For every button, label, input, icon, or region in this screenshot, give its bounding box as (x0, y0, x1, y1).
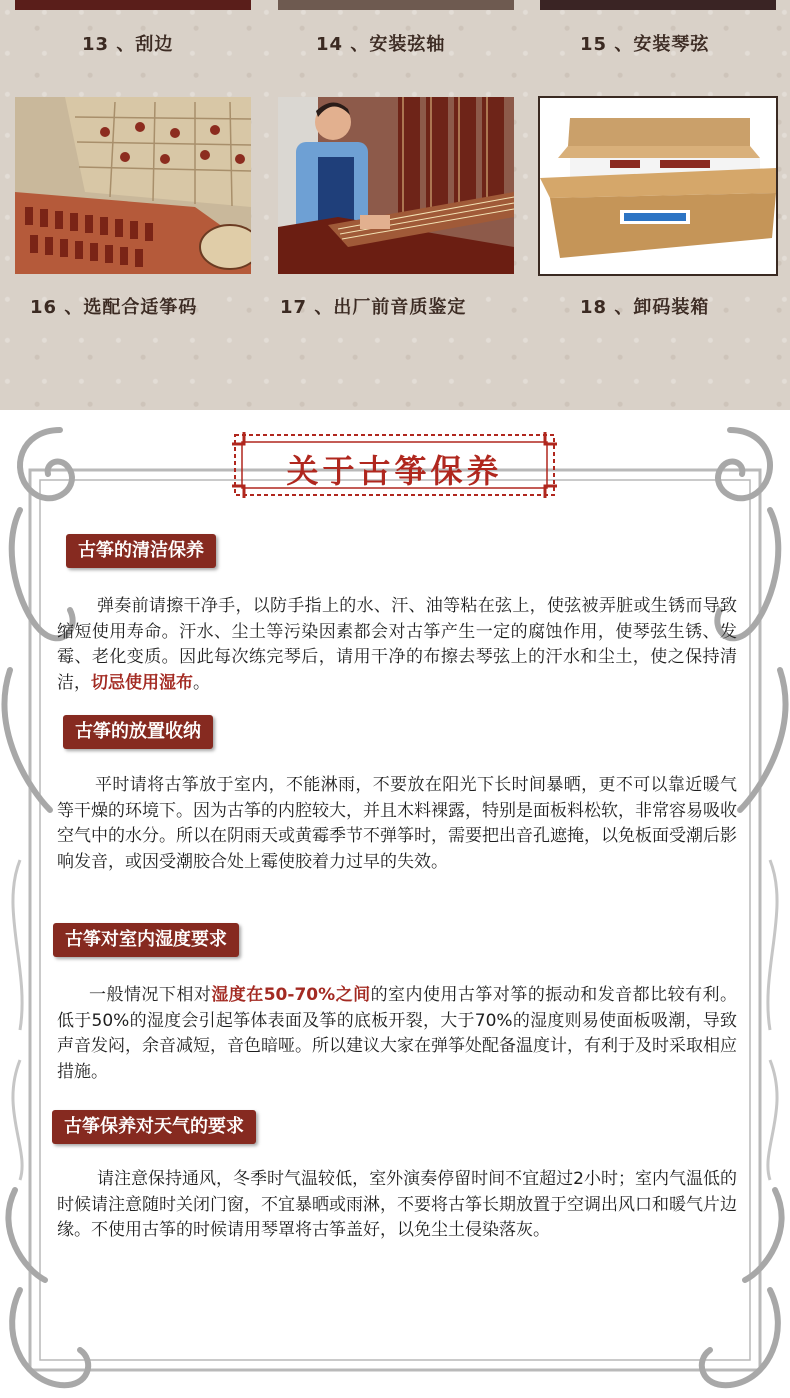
guzheng-care-section (0, 410, 790, 1398)
step-label-16: 16 、选配合适筝码 (30, 297, 198, 318)
humidity-text: 一般情况下相对 (89, 985, 212, 1005)
section-text-cleaning (57, 594, 737, 696)
section-heading-storage: 古筝的放置收纳 (63, 715, 213, 749)
photo-step-13-cropped (15, 0, 251, 10)
photo-step-14-cropped (278, 0, 514, 10)
section-heading-cleaning: 古筝的清洁保养 (66, 534, 216, 568)
section-text-weather: 请注意保持通风，冬季时气温较低，室外演奏停留时间不宜超过2小时；室内气温低的时候请注意随时关闭门窗，不宜暴晒或雨淋，不要将古筝长期放置于空调出风口和暖气片边缘。不使用古筝的时候请用琴罩将古筝盖好，以免尘土侵染落灰。 (57, 1169, 737, 1240)
step-label-18: 18 、卸码装箱 (580, 297, 710, 318)
humidity-range: 湿度在50-70%之间 (211, 985, 371, 1005)
section-heading-humidity: 古筝对室内湿度要求 (53, 923, 239, 957)
photo-step-18 (538, 96, 778, 276)
production-steps-section (0, 0, 790, 410)
step-label-15: 15 、安装琴弦 (580, 34, 710, 55)
section-text-storage: 平时请将古筝放于室内，不能淋雨，不要放在阳光下长时间暴晒，更不可以靠近暖气等干燥的环境下。因为古筝的内腔较大，并且木料裸露，特别是面板料松软，非常容易吸收空气中的水分。所以在阴雨天或黄霉季节不弹筝时，需要把出音孔遮掩，以免板面受潮后影响发音，或因受潮胶合处上霉使胶着力过早的失效。 (57, 775, 737, 872)
photo-step-17 (278, 97, 514, 274)
section-heading-weather: 古筝保养对天气的要求 (52, 1110, 256, 1144)
step-label-17: 17 、出厂前音质鉴定 (280, 297, 467, 318)
step-label-13: 13 、刮边 (82, 34, 174, 55)
humidity-text-end: 的室内使用古筝对筝的振动和发音都比较有利。低于50%的湿度会引起筝体表面及筝的底板开裂，大于70%的湿度则易使面板吸潮，导致声音发闷，余音减短，音色暗哑。所以建议大家在弹筝处配备温度计，有利于及时采取相应措施。 (57, 985, 738, 1082)
cleaning-warning: 切忌使用湿布 (91, 672, 193, 693)
section-text-humidity (57, 983, 737, 1085)
care-title-box (232, 432, 557, 498)
photo-step-15-cropped (540, 0, 776, 10)
step-label-14: 14 、安装弦轴 (316, 34, 446, 55)
care-title: 关于古筝保养 (286, 452, 503, 490)
photo-step-16 (15, 97, 251, 274)
cleaning-text-end: 。 (193, 672, 210, 693)
cleaning-text: 弹奏前请擦干净手，以防手指上的水、汗、油等粘在弦上，使弦被弄脏或生锈而导致缩短使用寿命。汗水、尘土等污染因素都会对古筝产生一定的腐蚀作用，使琴弦生锈、发霉、老化变质。因此每次练完琴后，请用干净的布擦去琴弦上的汗水和尘土，使之保持清洁， (57, 596, 737, 693)
